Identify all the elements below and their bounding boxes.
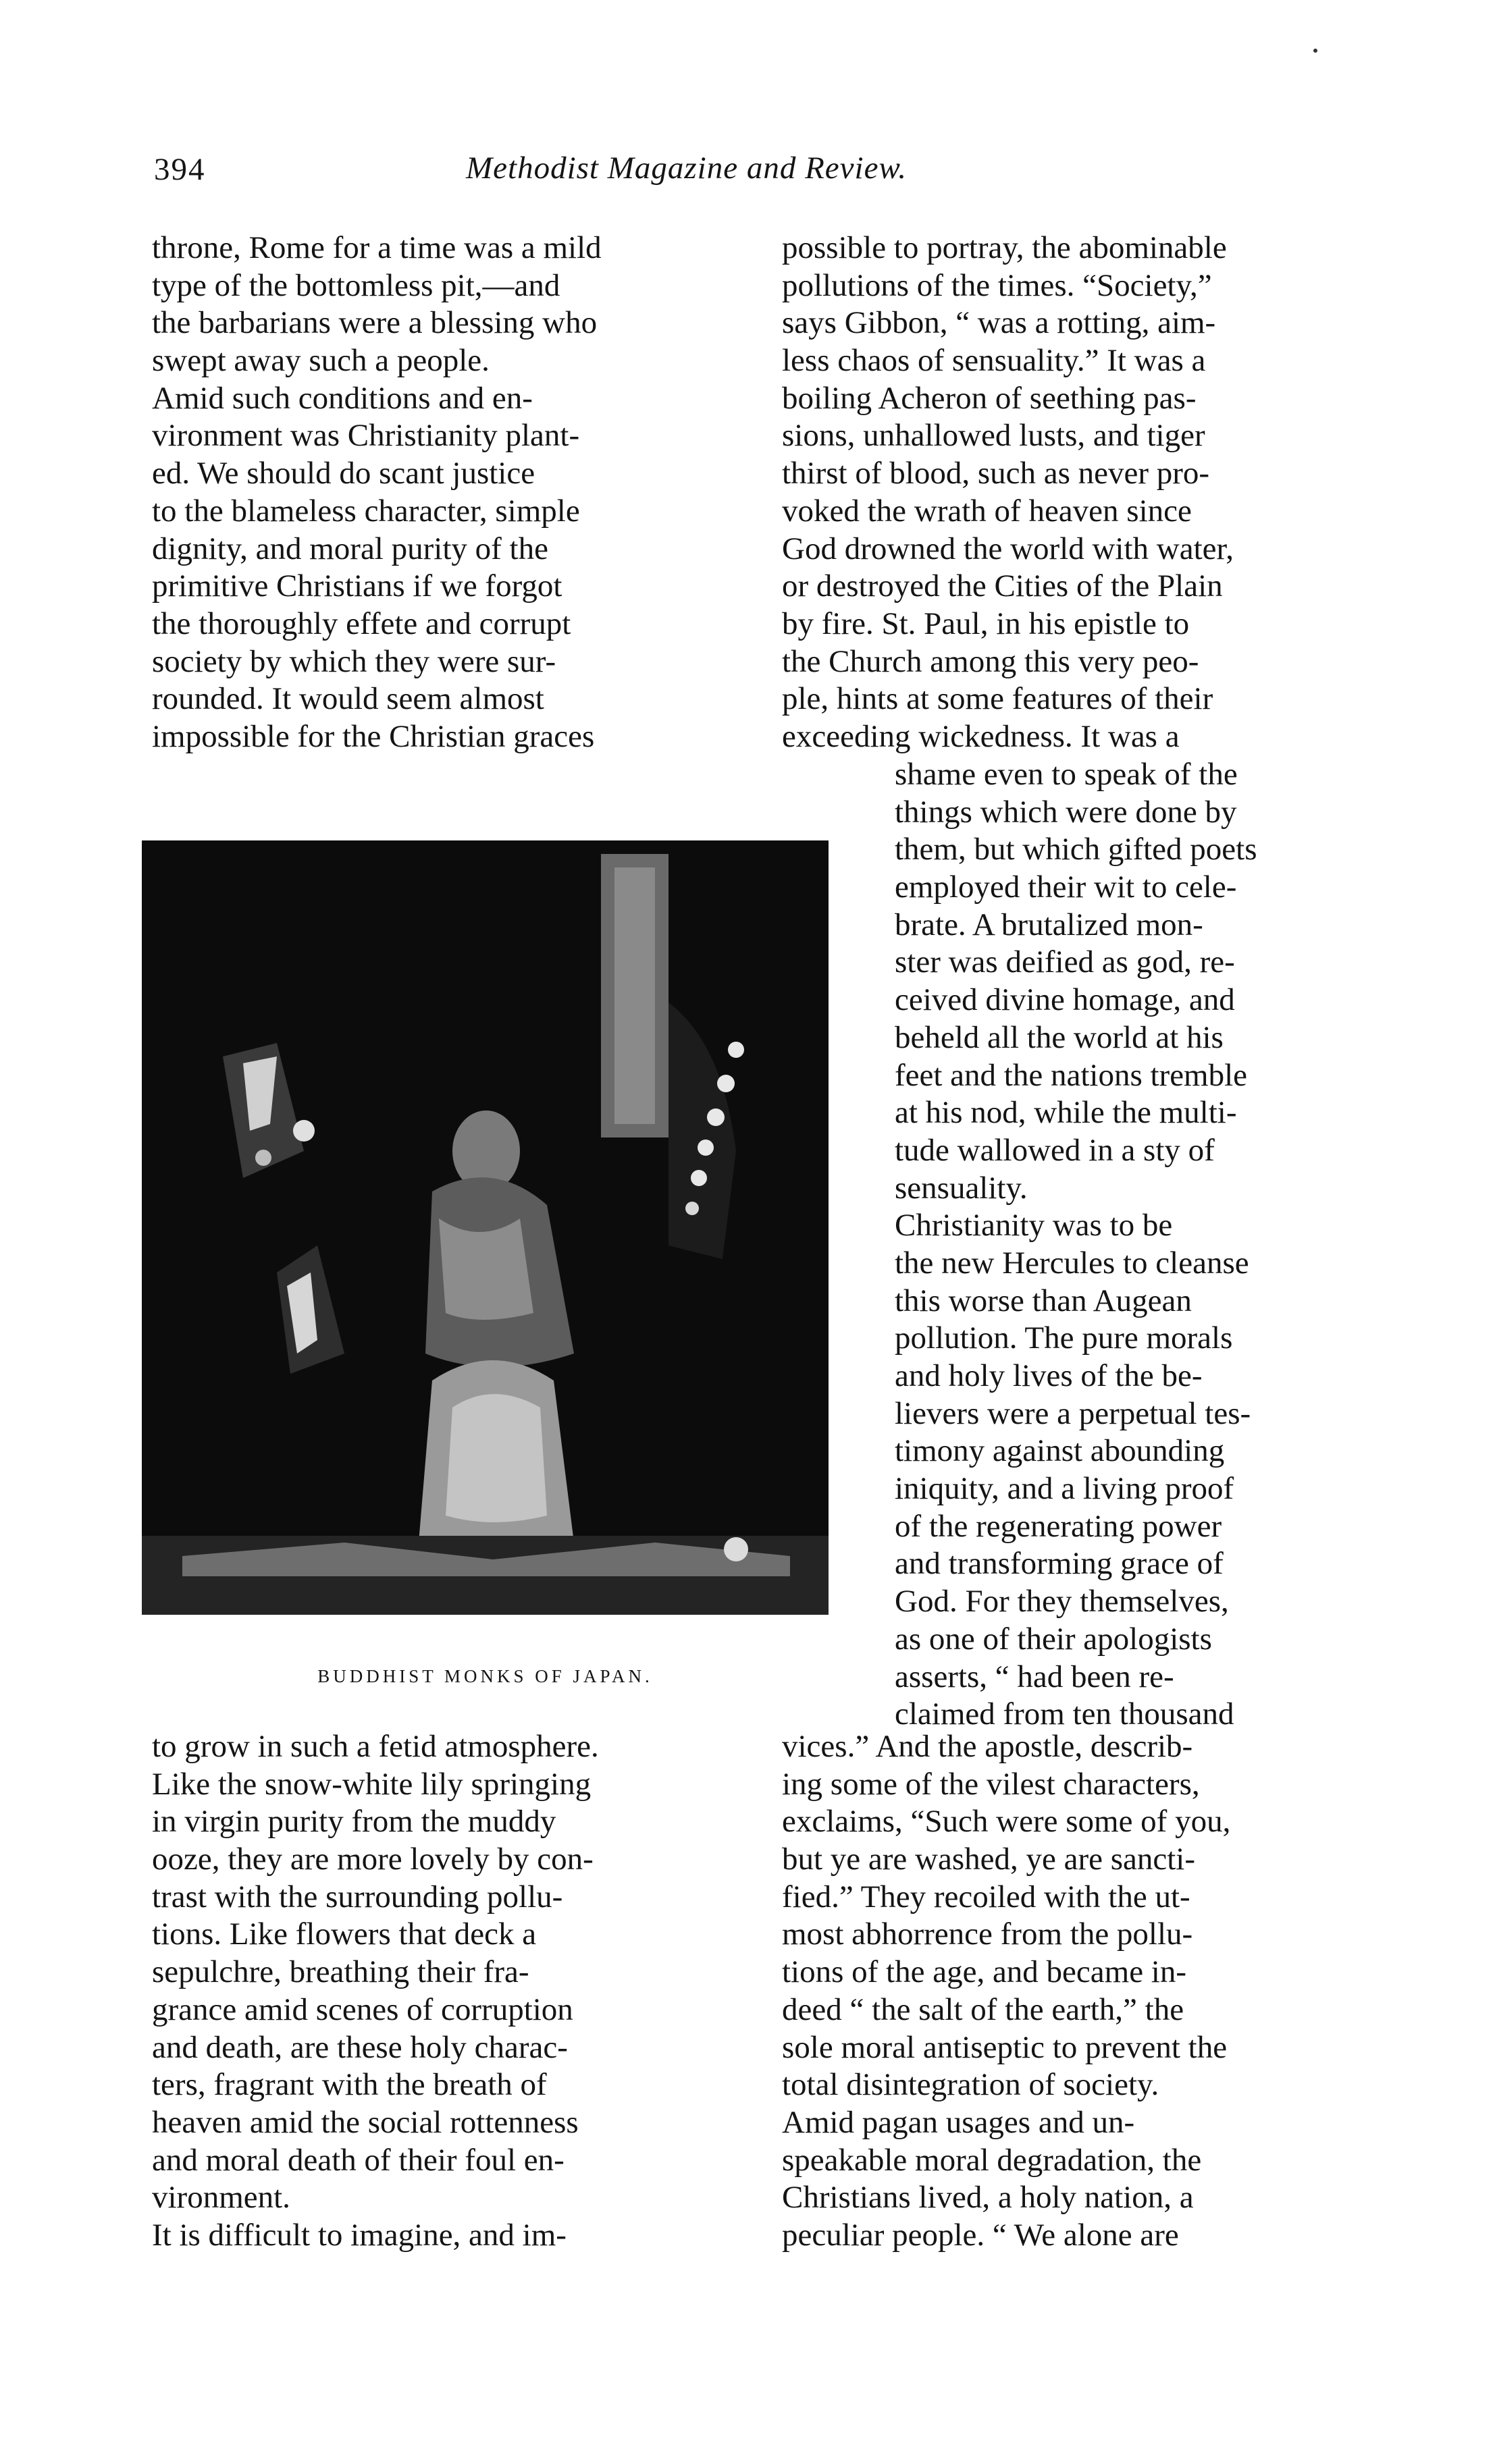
text-line: to the blameless character, simple [152,493,580,529]
text-line: vironment. [152,2180,290,2216]
text-line: to grow in such a fetid atmosphere. [152,1729,599,1764]
text-line: possible to portray, the abominable [782,230,1227,265]
text-line: dignity, and moral purity of the [152,531,548,566]
running-title: Methodist Magazine and Review. [466,151,908,186]
text-line: them, but which gifted poets [895,832,1257,867]
text-line: pollutions of the times. “Society,” [782,267,1212,303]
text-line: sions, unhallowed lusts, and tiger [782,418,1205,454]
text-line: things which were done by [895,794,1237,830]
text-line: the Church among this very peo- [782,643,1199,679]
text-line: tude wallowed in a sty of [895,1132,1215,1168]
text-line: Christianity was to be [895,1208,1173,1243]
text-line: Christians lived, a holy nation, a [782,2180,1194,2216]
text-line: trast with the surrounding pollu- [152,1879,563,1914]
text-line: Amid pagan usages and un- [782,2104,1135,2140]
text-line: in virgin purity from the muddy [152,1804,556,1840]
text-line: voked the wrath of heaven since [782,493,1192,529]
left-column-top [152,230,733,756]
text-line: at his nod, while the multi- [895,1095,1237,1131]
text-line: lievers were a perpetual tes- [895,1395,1251,1431]
text-line: as one of their apologists [895,1621,1212,1657]
text-line: grance amid scenes of corruption [152,1991,573,2027]
text-line: beheld all the world at his [895,1019,1224,1055]
text-line: exceeding wickedness. It was a [782,718,1180,754]
speck-mark [1313,49,1317,53]
text-line: vices.” And the apostle, describ- [782,1729,1193,1764]
text-line: ceived divine homage, and [895,982,1235,1018]
photo-illustration [142,840,829,1615]
right-column-bottom [782,1728,1369,2255]
text-line: says Gibbon, “ was a rotting, aim- [782,305,1216,341]
text-line: ing some of the vilest characters, [782,1766,1200,1802]
text-line: but ye are washed, ye are sancti- [782,1842,1196,1877]
text-line: the new Hercules to cleanse [895,1245,1249,1281]
page-number: 394 [154,152,206,187]
text-line: God drowned the world with water, [782,531,1234,566]
text-line: and holy lives of the be- [895,1358,1203,1393]
text-line: timony against abounding [895,1433,1225,1469]
text-line: Amid such conditions and en- [152,380,533,416]
text-line: employed their wit to cele- [895,869,1237,905]
text-line: impossible for the Christian graces [152,718,595,754]
text-line: fied.” They recoiled with the ut- [782,1879,1190,1914]
right-column-top [782,230,1369,756]
text-line: this worse than Augean [895,1283,1192,1318]
text-line: vironment was Christianity plant- [152,418,580,454]
text-line: type of the bottomless pit,—and [152,267,560,303]
text-line: sensuality. [895,1170,1028,1206]
text-line: speakable moral degradation, the [782,2142,1202,2178]
text-line: and death, are these holy charac- [152,2029,568,2065]
text-line: feet and the nations tremble [895,1057,1248,1093]
text-line: ster was deified as god, re- [895,944,1235,980]
text-line: by fire. St. Paul, in his epistle to [782,606,1190,641]
text-line: tions of the age, and became in- [782,1954,1187,1990]
photo-buddhist-monks [142,840,829,1615]
text-line: and transforming grace of [895,1546,1224,1582]
text-line: rounded. It would seem almost [152,681,544,717]
text-line: exclaims, “Such were some of you, [782,1804,1231,1840]
text-line: total disintegration of society. [782,2067,1159,2103]
text-line: and moral death of their foul en- [152,2142,565,2178]
text-line: ed. We should do scant justice [152,456,535,491]
text-line: ple, hints at some features of their [782,681,1213,717]
text-line: less chaos of sensuality.” It was a [782,343,1206,379]
text-line: Like the snow-white lily springing [152,1766,592,1802]
text-line: heaven amid the social rottenness [152,2104,579,2140]
text-line: thirst of blood, such as never pro- [782,456,1210,491]
text-line: primitive Christians if we forgot [152,568,562,604]
left-column-bottom [152,1728,733,2255]
text-line: swept away such a people. [152,343,490,379]
text-line: throne, Rome for a time was a mild [152,230,602,265]
text-line: deed “ the salt of the earth,” the [782,1991,1184,2027]
text-line: God. For they themselves, [895,1584,1229,1619]
text-line: iniquity, and a living proof [895,1471,1234,1507]
text-line: It is difficult to imagine, and im- [152,2217,567,2253]
text-line: ooze, they are more lovely by con- [152,1842,594,1877]
text-line: shame even to speak of the [895,757,1238,792]
text-line: sepulchre, breathing their fra- [152,1954,529,1990]
text-line: most abhorrence from the pollu- [782,1917,1193,1952]
text-line: the barbarians were a blessing who [152,305,598,341]
text-line: asserts, “ had been re- [895,1659,1174,1694]
figure-caption: BUDDHIST MONKS OF JAPAN. [317,1666,653,1686]
text-line: the thoroughly effete and corrupt [152,606,571,641]
text-line: pollution. The pure morals [895,1320,1233,1356]
text-line: boiling Acheron of seething pas- [782,380,1197,416]
text-line: peculiar people. “ We alone are [782,2217,1179,2253]
text-line: sole moral antiseptic to prevent the [782,2029,1228,2065]
text-line: or destroyed the Cities of the Plain [782,568,1223,604]
text-line: of the regenerating power [895,1508,1222,1544]
text-line: ters, fragrant with the breath of [152,2067,547,2103]
text-line: society by which they were sur- [152,643,556,679]
right-column-beside-figure [895,756,1367,1734]
text-line: tions. Like flowers that deck a [152,1917,537,1952]
text-line: claimed from ten thousand [895,1696,1234,1732]
text-line: brate. A brutalized mon- [895,907,1203,942]
